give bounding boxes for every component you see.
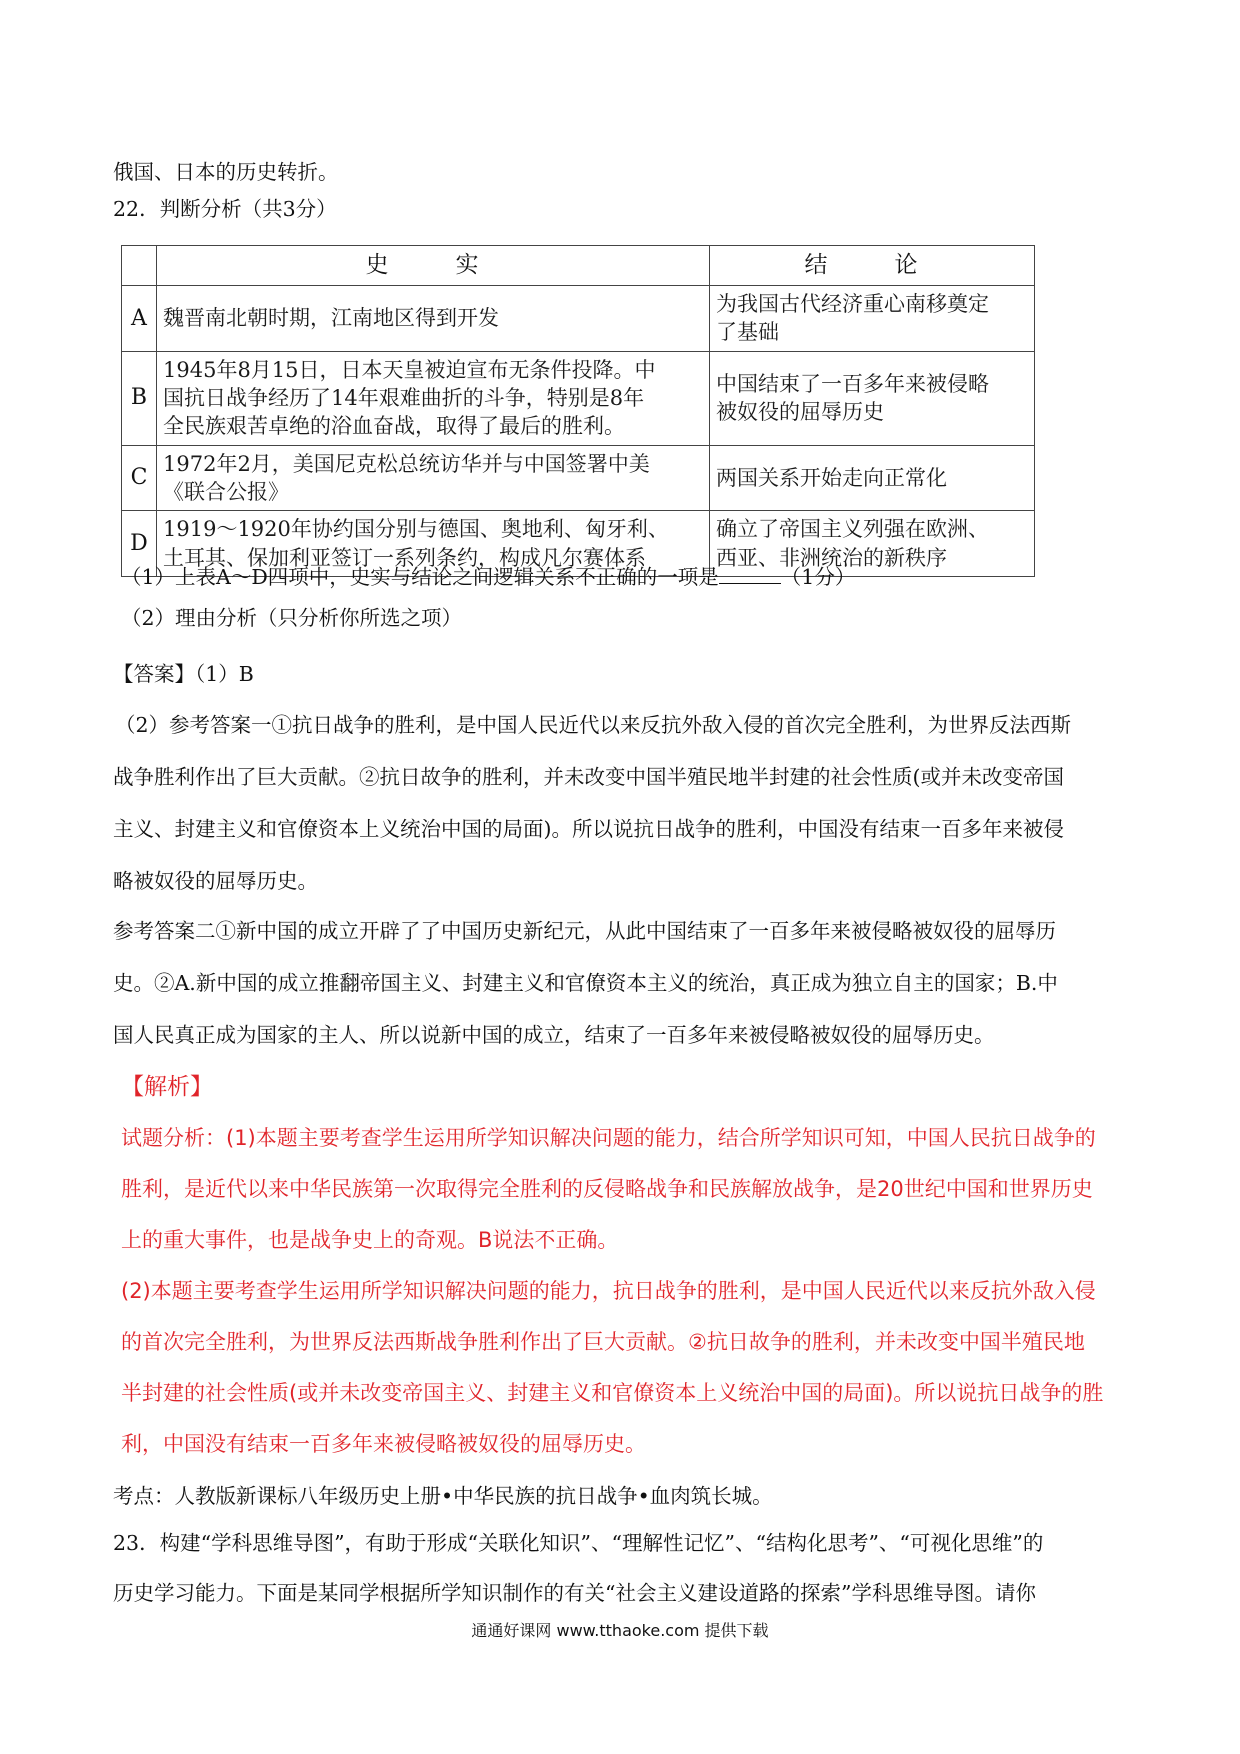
answer-blank	[719, 565, 781, 584]
analysis-heading: 【解析】	[121, 1074, 213, 1100]
analysis-line: 的首次完全胜利，为世界反法西斯战争胜利作出了巨大贡献。②抗日故争的胜利，并未改变中国半殖民地	[121, 1330, 1085, 1354]
ref1-line: 略被奴役的屈辱历史。	[113, 869, 318, 893]
sub1-text: （1）上表A～D四项中，史实与结论之间逻辑关系不正确的一项是	[121, 565, 719, 589]
analysis-line: 利，中国没有结束一百多年来被侵略被奴役的屈辱历史。	[121, 1432, 646, 1456]
row-key: A	[122, 286, 157, 352]
row-key: B	[122, 351, 157, 445]
page-footer: 通通好课网 www.tthaoke.com 提供下载	[471, 1621, 769, 1640]
ref1-line: 主义、封建主义和官僚资本上义统治中国的局面)。所以说抗日战争的胜利，中国没有结束一百多年来被侵	[113, 817, 1064, 841]
table-header-key	[122, 246, 157, 286]
ref2-line: 国人民真正成为国家的主人、所以说新中国的成立，结束了一百多年来被侵略被奴役的屈辱历史。	[113, 1023, 995, 1047]
analysis-line: 胜利，是近代以来中华民族第一次取得完全胜利的反侵略战争和民族解放战争，是20世纪中国和世界历史	[121, 1177, 1093, 1201]
table-header-row	[122, 246, 1035, 286]
sub1-score: （1分）	[780, 565, 856, 589]
table-header-conclusion: 结 论	[710, 246, 1035, 286]
question-22-sub1	[121, 565, 855, 588]
ref1-line: （2）参考答案一①抗日战争的胜利，是中国人民近代以来反抗外敌入侵的首次完全胜利，为世界反法西斯	[115, 713, 1072, 737]
row-key: C	[122, 445, 157, 511]
q23-line: 历史学习能力。下面是某同学根据所学知识制作的有关“社会主义建设道路的探索”学科思维导图。请你	[113, 1581, 1036, 1605]
row-conclusion: 两国关系开始走向正常化	[710, 445, 1035, 511]
table-row	[122, 445, 1035, 511]
table-header-fact: 史 实	[157, 246, 710, 286]
analysis-line: 半封建的社会性质(或并未改变帝国主义、封建主义和官僚资本上义统治中国的局面)。所以说抗日战争的胜	[121, 1381, 1104, 1405]
row-conclusion: 确立了帝国主义列强在欧洲、 西亚、非洲统治的新秩序	[710, 511, 1035, 577]
ref2-line: 史。②A.新中国的成立推翻帝国主义、封建主义和官僚资本主义的统治，真正成为独立自主的国家；B.中	[113, 971, 1058, 995]
ref1-line: 战争胜利作出了巨大贡献。②抗日故争的胜利，并未改变中国半殖民地半封建的社会性质(或并未改变帝国	[113, 765, 1064, 789]
row-fact: 1972年2月，美国尼克松总统访华并与中国签署中美 《联合公报》	[157, 445, 710, 511]
row-key: D	[122, 511, 157, 577]
q23-line: 23．构建“学科思维导图”，有助于形成“关联化知识”、“理解性记忆”、“结构化思考”、“可视化思维”的	[113, 1531, 1044, 1555]
row-fact: 1945年8月15日，日本天皇被迫宣布无条件投降。中 国抗日战争经历了14年艰难曲折的斗争，特别是8年 全民族艰苦卓绝的浴血奋战，取得了最后的胜利。	[157, 351, 710, 445]
row-conclusion: 中国结束了一百多年来被侵略 被奴役的屈辱历史	[710, 351, 1035, 445]
answer-label: 【答案】（1）B	[113, 662, 254, 686]
row-fact: 魏晋南北朝时期，江南地区得到开发	[157, 286, 710, 352]
question-22-title: 22．判断分析（共3分）	[113, 197, 337, 221]
kaodian: 考点：人教版新课标八年级历史上册•中华民族的抗日战争•血肉筑长城。	[113, 1484, 773, 1508]
analysis-line: 上的重大事件，也是战争史上的奇观。B说法不正确。	[121, 1228, 619, 1252]
ref2-line: 参考答案二①新中国的成立开辟了了中国历史新纪元，从此中国结束了一百多年来被侵略被奴役的屈辱历	[113, 919, 1056, 943]
row-conclusion: 为我国古代经济重心南移奠定 了基础	[710, 286, 1035, 352]
row-fact: 1919～1920年协约国分别与德国、奥地利、匈牙利、 土耳其、保加利亚签订一系列条约，构成凡尔赛体系	[157, 511, 710, 577]
analysis-line: 试题分析：(1)本题主要考查学生运用所学知识解决问题的能力，结合所学知识可知，中国人民抗日战争的	[121, 1126, 1096, 1150]
table-row	[122, 286, 1035, 352]
question-22-sub2: （2）理由分析（只分析你所选之项）	[121, 606, 463, 630]
table-row	[122, 351, 1035, 445]
intro-line: 俄国、日本的历史转折。	[113, 160, 339, 184]
facts-table	[121, 245, 1035, 577]
analysis-line: (2)本题主要考查学生运用所学知识解决问题的能力，抗日战争的胜利，是中国人民近代以来反抗外敌入侵	[121, 1279, 1096, 1303]
